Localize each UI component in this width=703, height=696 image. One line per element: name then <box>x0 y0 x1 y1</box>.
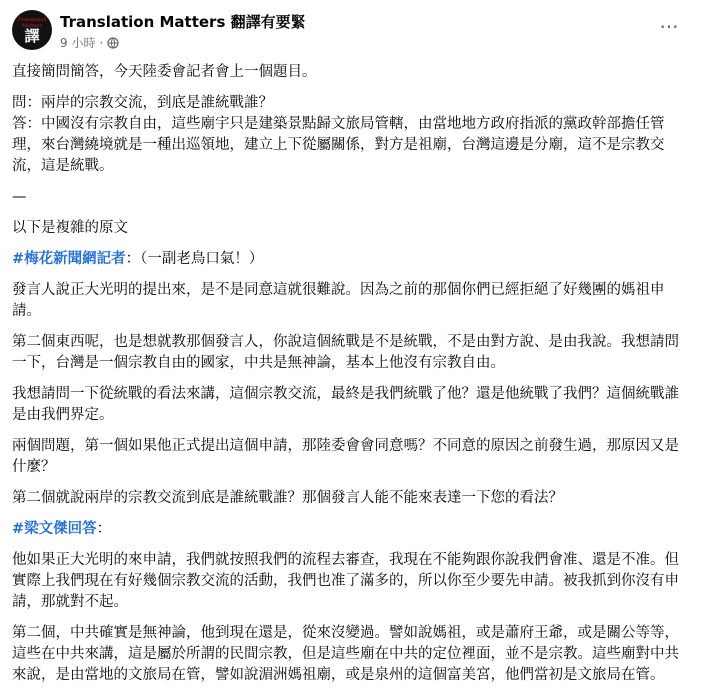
reporter-heading <box>12 249 692 270</box>
reply-paragraph: 他如果正大光明的來申請，我們就按照我們的流程去審查，我現在不能夠跟你說我們會准、還是不准。但實際上我們現在有好幾個宗教交流的活動，我們也准了滿多的，所以你至少要先申請。被我抓到你沒有申請，那就對不起。 <box>12 552 679 610</box>
post-question: 問：兩岸的宗教交流，到底是誰統戰誰？ <box>12 95 273 111</box>
post-body <box>12 62 692 696</box>
avatar-logo-text: Translation Matters <box>17 17 47 29</box>
reply-hashtag-link[interactable]: #梁文傑回答 <box>12 521 97 537</box>
reporter-paragraph: 第二個東西呢，也是想就教那個發言人，你說這個統戰是不是統戰，不是由對方說、是由我說。我想請問一下，台灣是一個宗教自由的國家，中共是無神論，基本上他沒有宗教自由。 <box>12 334 679 371</box>
post-answer: 答：中國沒有宗教自由，這些廟宇只是建築景點歸文旅局管轄，由當地地方政府指派的黨政幹部擔任管理，來台灣繞境就是一種出巡領地，建立上下從屬關係，對方是祖廟，台灣這邊是分廟，這不是宗教交流，這是統戰。 <box>12 116 665 174</box>
reply-heading <box>12 519 692 540</box>
more-options-button[interactable] <box>655 16 683 44</box>
original-intro: 以下是複雜的原文 <box>12 220 128 236</box>
reporter-suffix: ：（一副老鳥口氣！） <box>125 251 264 267</box>
post-divider: — <box>12 189 27 205</box>
reply-paragraph: 第二個，中共確實是無神論，他到現在還是，從來沒變過。譬如說媽祖，或是蕭府王爺，或是關公等等，這些在中共來講，這是屬於所謂的民間宗教，但是這些廟在中共的定位裡面，並不是宗教。這些廟對中共來說，是由當地的文旅局在管，譬如說湄洲媽祖廟，或是泉州的這個富美宮，他們當初是文旅局在管。 <box>12 625 679 683</box>
post-timestamp[interactable]: 9 小時 <box>60 36 96 50</box>
reply-suffix: ： <box>96 521 112 537</box>
meta-separator: · <box>99 36 104 50</box>
page-name-link[interactable]: Translation Matters 翻譯有要緊 <box>60 13 306 31</box>
reporter-paragraph: 兩個問題，第一個如果他正式提出這個申請，那陸委會會同意嗎？不同意的原因之前發生過，那原因又是什麼？ <box>12 438 679 475</box>
reporter-paragraph: 我想請問一下從統戰的看法來講，這個宗教交流，最終是我們統戰了他？還是他統戰了我們？這個統戰誰是由我們界定。 <box>12 386 679 423</box>
post-paragraph: 直接簡問簡答，今天陸委會記者會上一個題目。 <box>12 64 317 80</box>
post-meta <box>60 34 119 52</box>
reporter-hashtag-link[interactable]: #梅花新聞網記者 <box>12 251 126 267</box>
avatar-logo-char: 譯 <box>24 27 40 45</box>
reporter-paragraph: 第二個就說兩岸的宗教交流到底是誰統戰誰？那個發言人能不能來表達一下您的看法？ <box>12 490 563 506</box>
reporter-paragraph: 發言人說正大光明的提出來，是不是同意這就很難說。因為之前的那個你們已經拒絕了好幾團的媽祖申請。 <box>12 282 665 319</box>
more-options-icon: ··· <box>659 15 679 39</box>
globe-icon[interactable] <box>107 37 119 52</box>
page-avatar[interactable] <box>12 10 52 50</box>
post-header <box>12 10 691 54</box>
